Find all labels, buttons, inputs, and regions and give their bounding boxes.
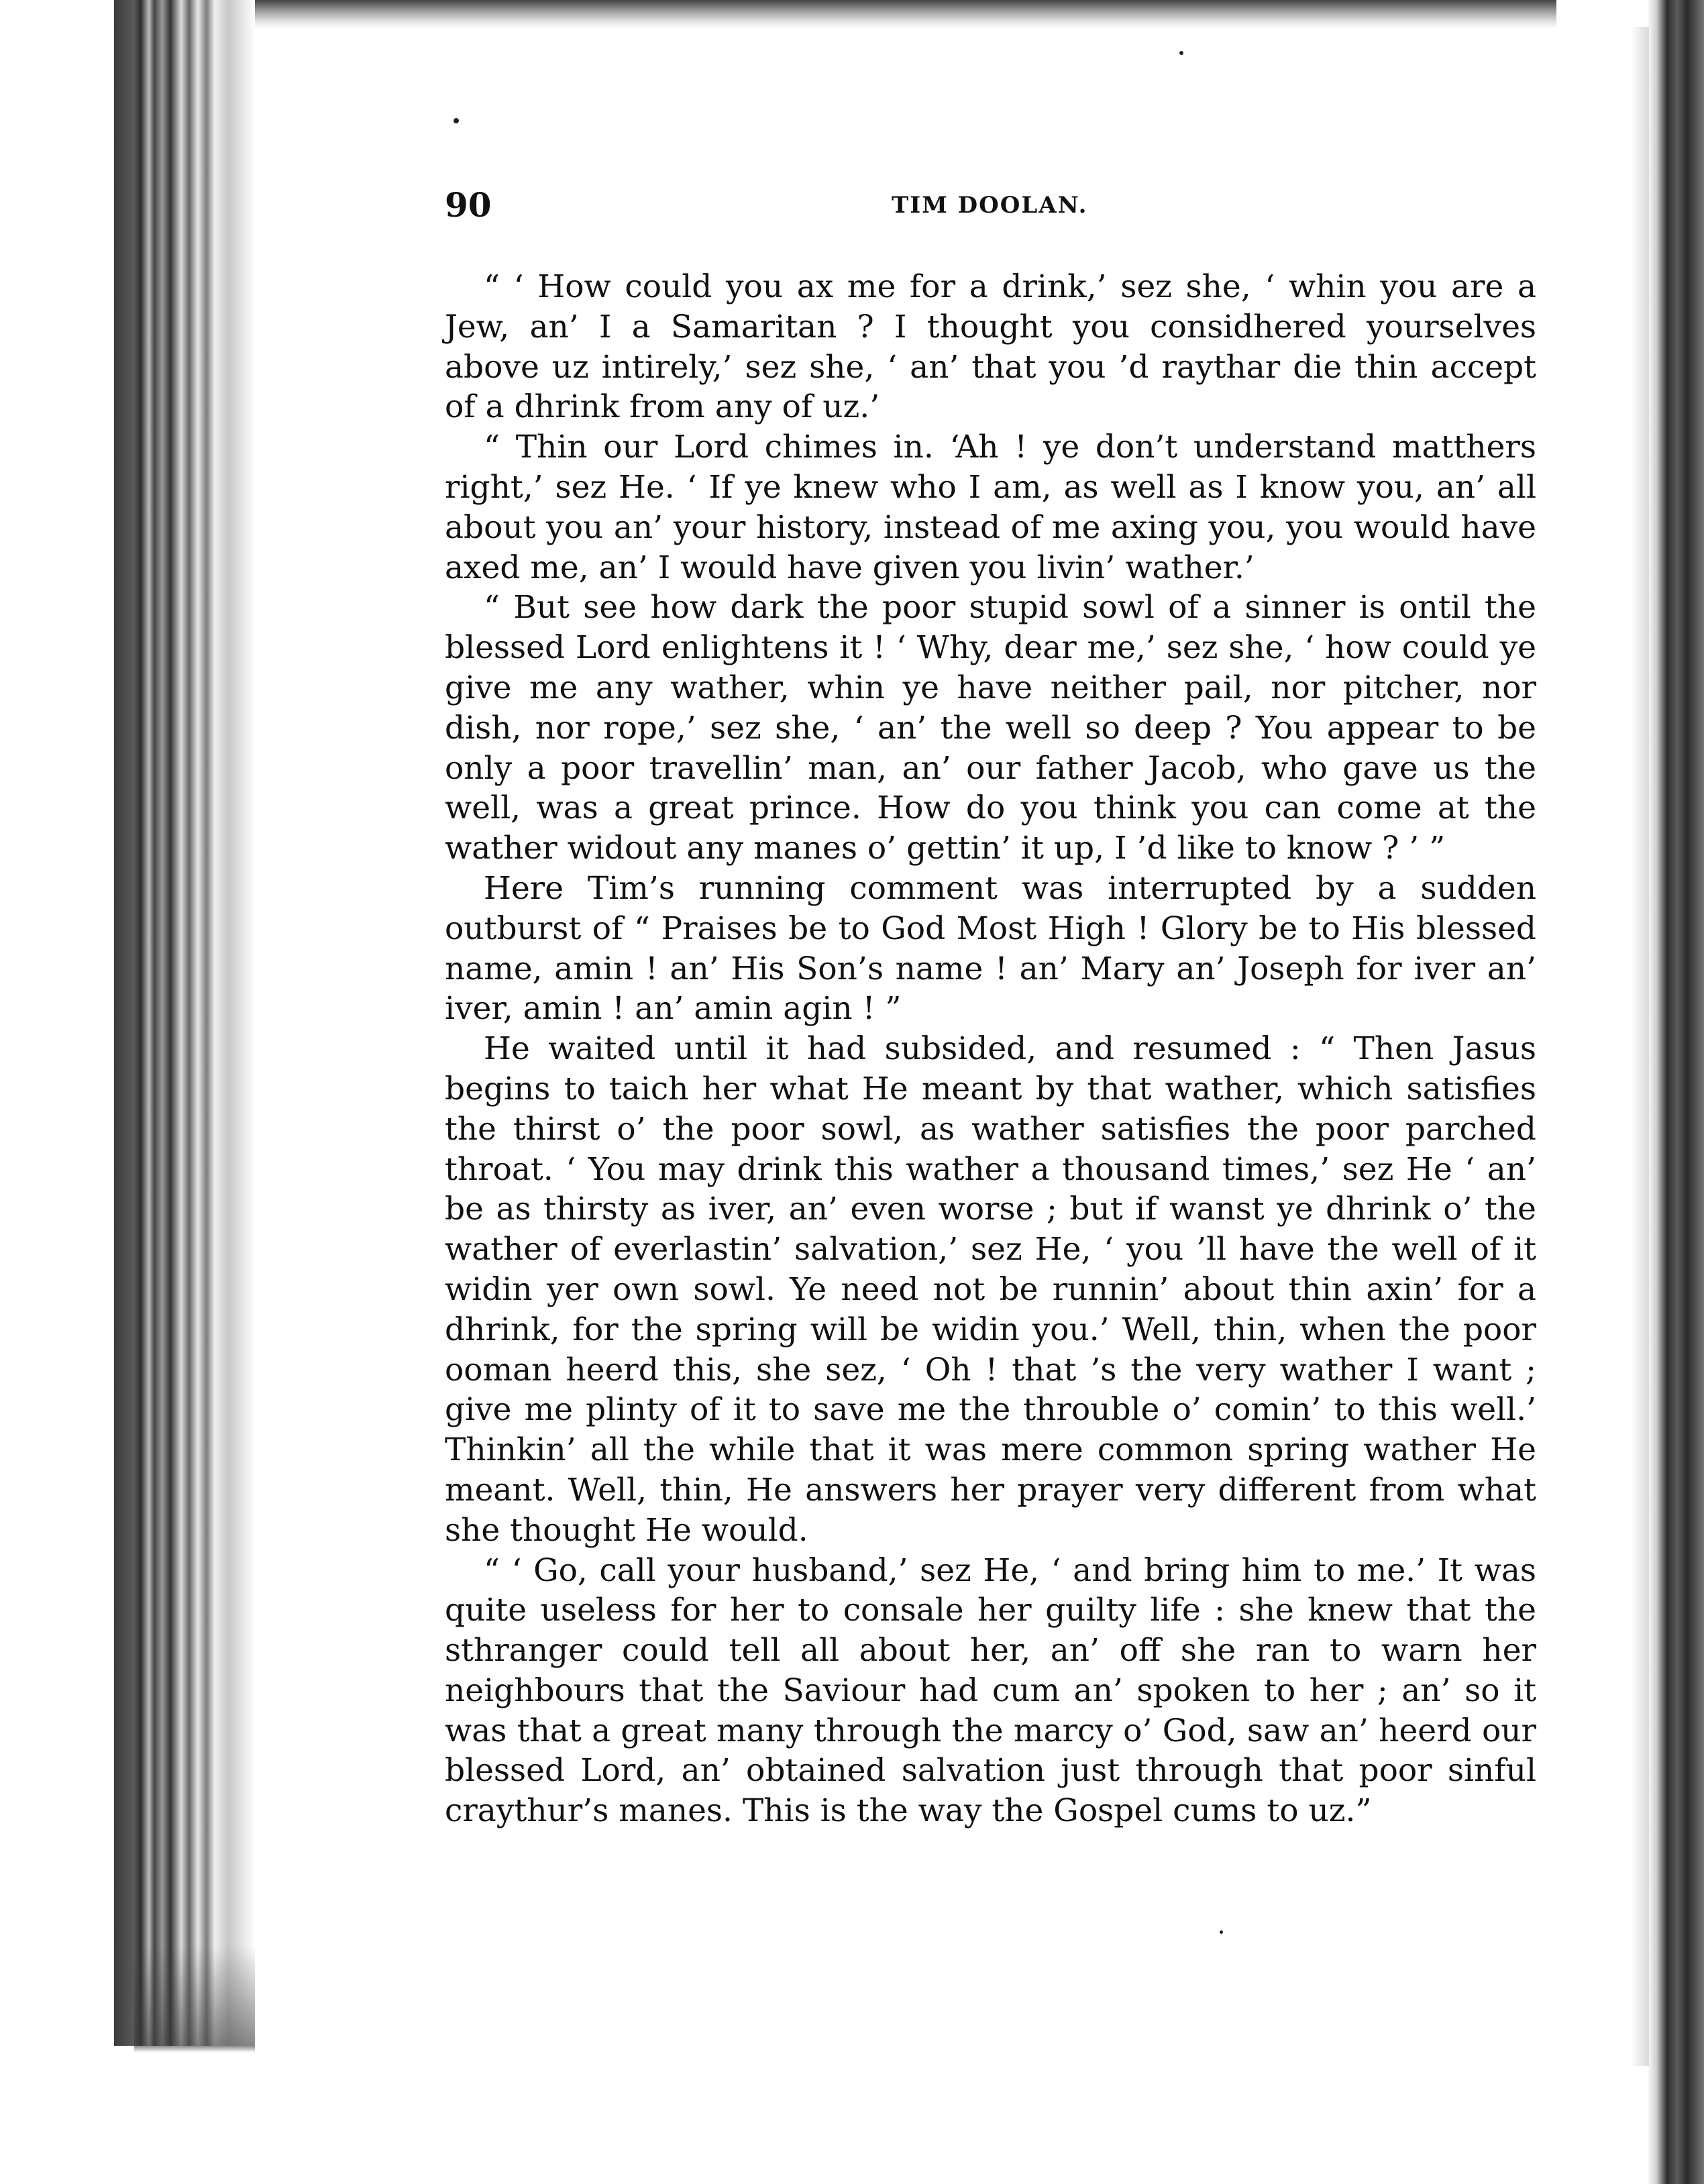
paragraph: “ Thin our Lord chimes in. ‘Ah ! ye don’t understand matthers right,’ sez He. ‘ If ye knew who I am, as well as I know you, an’ all about you an’ your history, instead of me axing you, you would have axed me, an’ I would have given you livin’ wather.’ — [445, 429, 1536, 586]
body-text — [445, 267, 1536, 1831]
book-left-edge — [114, 0, 255, 2046]
dust-speck — [454, 118, 459, 123]
gutter-shadow — [1630, 27, 1649, 2066]
paragraph: Here Tim’s running comment was interrupted by a sudden outburst of “ Praises be to God Most High ! Glory be to His blessed name, amin ! an’ His Son’s name ! an’ Mary an’ Joseph for iver an’ iver, amin ! an’ amin agin ! ” — [445, 869, 1536, 1028]
book-left-edge-shadow — [134, 1945, 255, 2053]
dust-speck — [1179, 51, 1183, 55]
running-title: TIM DOOLAN. — [892, 192, 1088, 219]
paragraph: He waited until it had subsided, and resumed : “ Then Jasus begins to taich her what He meant by that wather, which satisfies the thirst o’ the poor sowl, as wather satisfies the poor parched throat. ‘ You may drink this wather a thousand times,’ sez He ‘ an’ be as thirsty as iver, an’ even worse ; but if wanst ye dhrink o’ the wather of everlastin’ salvation,’ sez He, ‘ you ’ll have the well of it widin yer own sowl. Ye need not be runnin’ about thin axin’ for a dhrink, for the spring will be widin you.’ Well, thin, when the poor ooman heerd this, she sez, ‘ Oh ! that ’s the very wather I want ; give me plinty of it to save me the throuble o’ comin’ to this well.’ Thinkin’ all the while that it was mere common spring wather He meant. Well, thin, He answers her prayer very different from what she thought He would. — [445, 1030, 1536, 1549]
book-top-edge — [134, 0, 1556, 28]
page-header — [445, 185, 1089, 232]
paragraph: “ ‘ Go, call your husband,’ sez He, ‘ and bring him to me.’ It was quite useless for her to consale her guilty life : she knew that the sthranger could tell all about her, an’ off she ran to warn her neighbours that the Saviour had cum an’ spoken to her ; an’ so it was that a great many through the marcy o’ God, saw an’ heerd our blessed Lord, an’ obtained salvation just through that poor sinful craythur’s manes. This is the way the Gospel cums to uz.” — [445, 1551, 1536, 1830]
paragraph: “ ‘ How could you ax me for a drink,’ sez she, ‘ whin you are a Jew, an’ I a Samaritan ? I thought you considhered yourselves above uz intirely,’ sez she, ‘ an’ that you ’d raythar die thin accept of a dhrink from any of uz.’ — [445, 268, 1536, 426]
dust-speck — [1220, 1930, 1223, 1934]
page-number: 90 — [445, 185, 492, 225]
book-right-edge — [1647, 0, 1704, 2184]
paragraph: “ But see how dark the poor stupid sowl of a sinner is ontil the blessed Lord enlightens it ! ‘ Why, dear me,’ sez she, ‘ how could ye give me any wather, whin ye have neither pail, nor pitcher, nor dish, nor rope,’ sez she, ‘ an’ the well so deep ? You appear to be only a poor travellin’ man, an’ our father Jacob, who gave us the well, was a great prince. How do you think you can come at the wather widout any manes o’ gettin’ it up, I ’d like to know ? ’ ” — [445, 589, 1536, 867]
